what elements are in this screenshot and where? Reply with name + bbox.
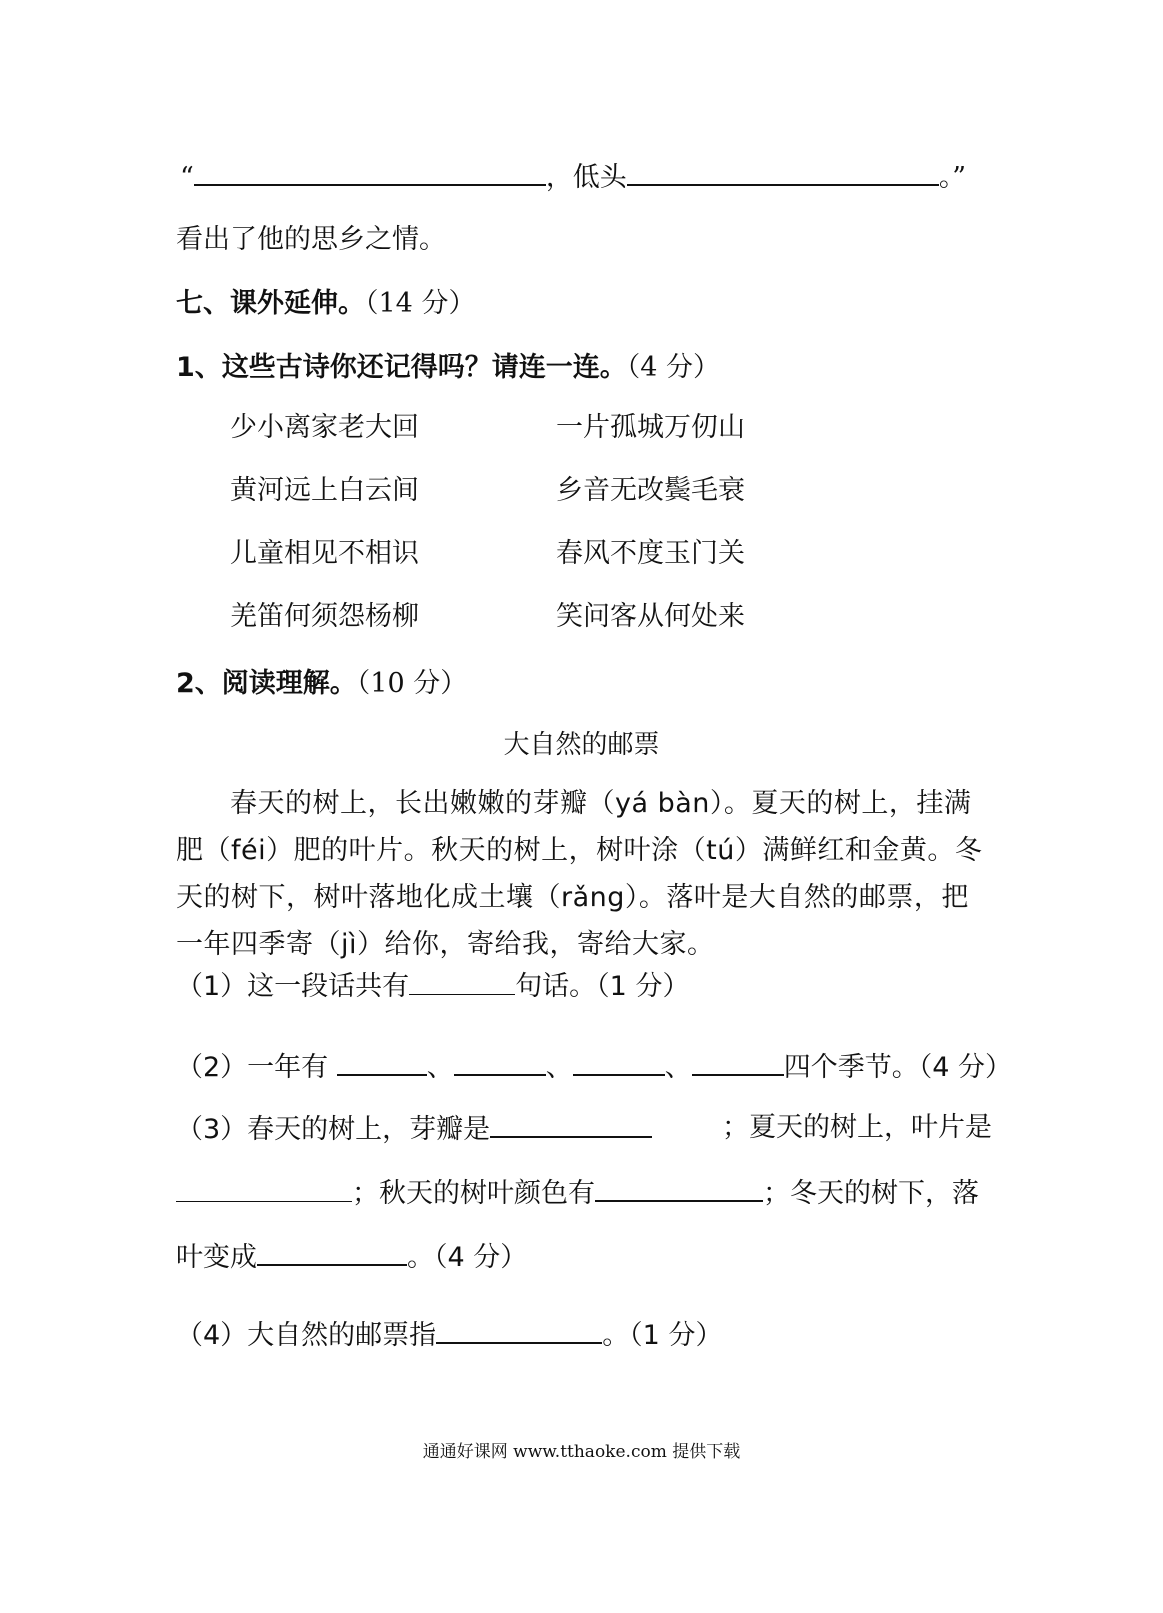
sub2-post: 四个季节。（4 分） xyxy=(783,1052,1013,1083)
season-blank-4[interactable] xyxy=(692,1048,784,1076)
sub3-mid1: ；夏天的树上，叶片是 xyxy=(722,1112,992,1143)
q1-heading xyxy=(176,350,720,386)
q2-title: 2、阅读理解。 xyxy=(176,668,357,699)
season-blank-3[interactable] xyxy=(573,1048,665,1076)
sub-question-3-line-3 xyxy=(176,1238,527,1276)
section7-title: 七、课外延伸。 xyxy=(176,288,365,319)
sub1-post: 句话。（1 分） xyxy=(515,971,690,1002)
close-quote: 。” xyxy=(938,162,967,193)
season-blank-2[interactable] xyxy=(454,1048,546,1076)
sub-question-3-line-2 xyxy=(176,1174,979,1212)
q2-score: （10 分） xyxy=(356,668,468,699)
passage-text xyxy=(176,780,992,968)
sub4-blank[interactable] xyxy=(436,1316,602,1344)
sub-question-2 xyxy=(176,1048,1012,1086)
sub4-pre: （4）大自然的邮票指 xyxy=(176,1320,437,1351)
sub-question-4 xyxy=(176,1316,722,1354)
middle-text: ，低头 xyxy=(545,162,627,193)
section7-heading xyxy=(176,286,475,322)
sub2-sep-1: 、 xyxy=(426,1052,454,1083)
poem-right-4[interactable]: 笑问客从何处来 xyxy=(556,601,745,632)
sub3-mid3: ；冬天的树下，落 xyxy=(763,1178,979,1209)
sub3-mid4: 叶变成 xyxy=(176,1242,257,1273)
continuation-text: 看出了他的思乡之情。 xyxy=(176,224,446,255)
sub1-pre: （1）这一段话共有 xyxy=(176,971,410,1002)
poem-left-2[interactable]: 黄河远上白云间 xyxy=(230,475,419,506)
sub4-post: 。（1 分） xyxy=(602,1320,723,1351)
sub2-sep-3: 、 xyxy=(664,1052,692,1083)
sub3-pre: （3）春天的树上，芽瓣是 xyxy=(176,1114,491,1145)
sub2-sep-2: 、 xyxy=(545,1052,573,1083)
sub3-blank-4[interactable] xyxy=(257,1238,407,1266)
poem-left-3[interactable]: 儿童相见不相识 xyxy=(230,538,419,569)
poem-left-4[interactable]: 羌笛何须怨杨柳 xyxy=(230,601,419,632)
q1-score: （4 分） xyxy=(626,352,721,383)
poem-left-1[interactable]: 少小离家老大回 xyxy=(230,412,419,443)
sub3-mid2: ；秋天的树叶颜色有 xyxy=(352,1178,595,1209)
poem-right-2[interactable]: 乡音无改鬓毛衰 xyxy=(556,475,745,506)
footer-text: 通通好课网 www.tthaoke.com 提供下载 xyxy=(422,1442,741,1462)
sub-question-1 xyxy=(176,968,689,1005)
sub1-blank[interactable] xyxy=(409,968,515,995)
sub3-line1-group xyxy=(176,1110,652,1148)
open-quote: “ xyxy=(180,162,194,193)
sub3-blank-1[interactable] xyxy=(490,1110,652,1138)
poem-fill-line xyxy=(180,158,966,196)
sub2-pre: （2）一年有 xyxy=(176,1052,337,1083)
passage-body: 春天的树上，长出嫩嫩的芽瓣（yá bàn）。夏天的树上，挂满肥（féi）肥的叶片。秋天的树上，树叶涂（tú）满鲜红和金黄。冬天的树下，树叶落地化成土壤（rǎng）。落叶是大自然的邮票，把一年四季寄（jì）给你，寄给我，寄给大家。 xyxy=(176,788,983,960)
sub3-post: 。（4 分） xyxy=(407,1242,528,1273)
q2-heading xyxy=(176,666,467,702)
season-blank-1[interactable] xyxy=(337,1048,427,1076)
fill-blank-1[interactable] xyxy=(194,158,546,186)
sub3-blank-3[interactable] xyxy=(595,1174,763,1202)
poem-right-1[interactable]: 一片孤城万仞山 xyxy=(556,412,745,443)
passage-title: 大自然的邮票 xyxy=(503,730,660,760)
fill-blank-2[interactable] xyxy=(627,158,939,186)
section7-score: （14 分） xyxy=(365,288,476,319)
sub3-blank-2[interactable] xyxy=(176,1175,352,1202)
sub-question-3-line-1 xyxy=(176,1110,992,1148)
q1-title: 1、这些古诗你还记得吗？请连一连。 xyxy=(176,352,627,383)
poem-right-3[interactable]: 春风不度玉门关 xyxy=(556,538,745,569)
